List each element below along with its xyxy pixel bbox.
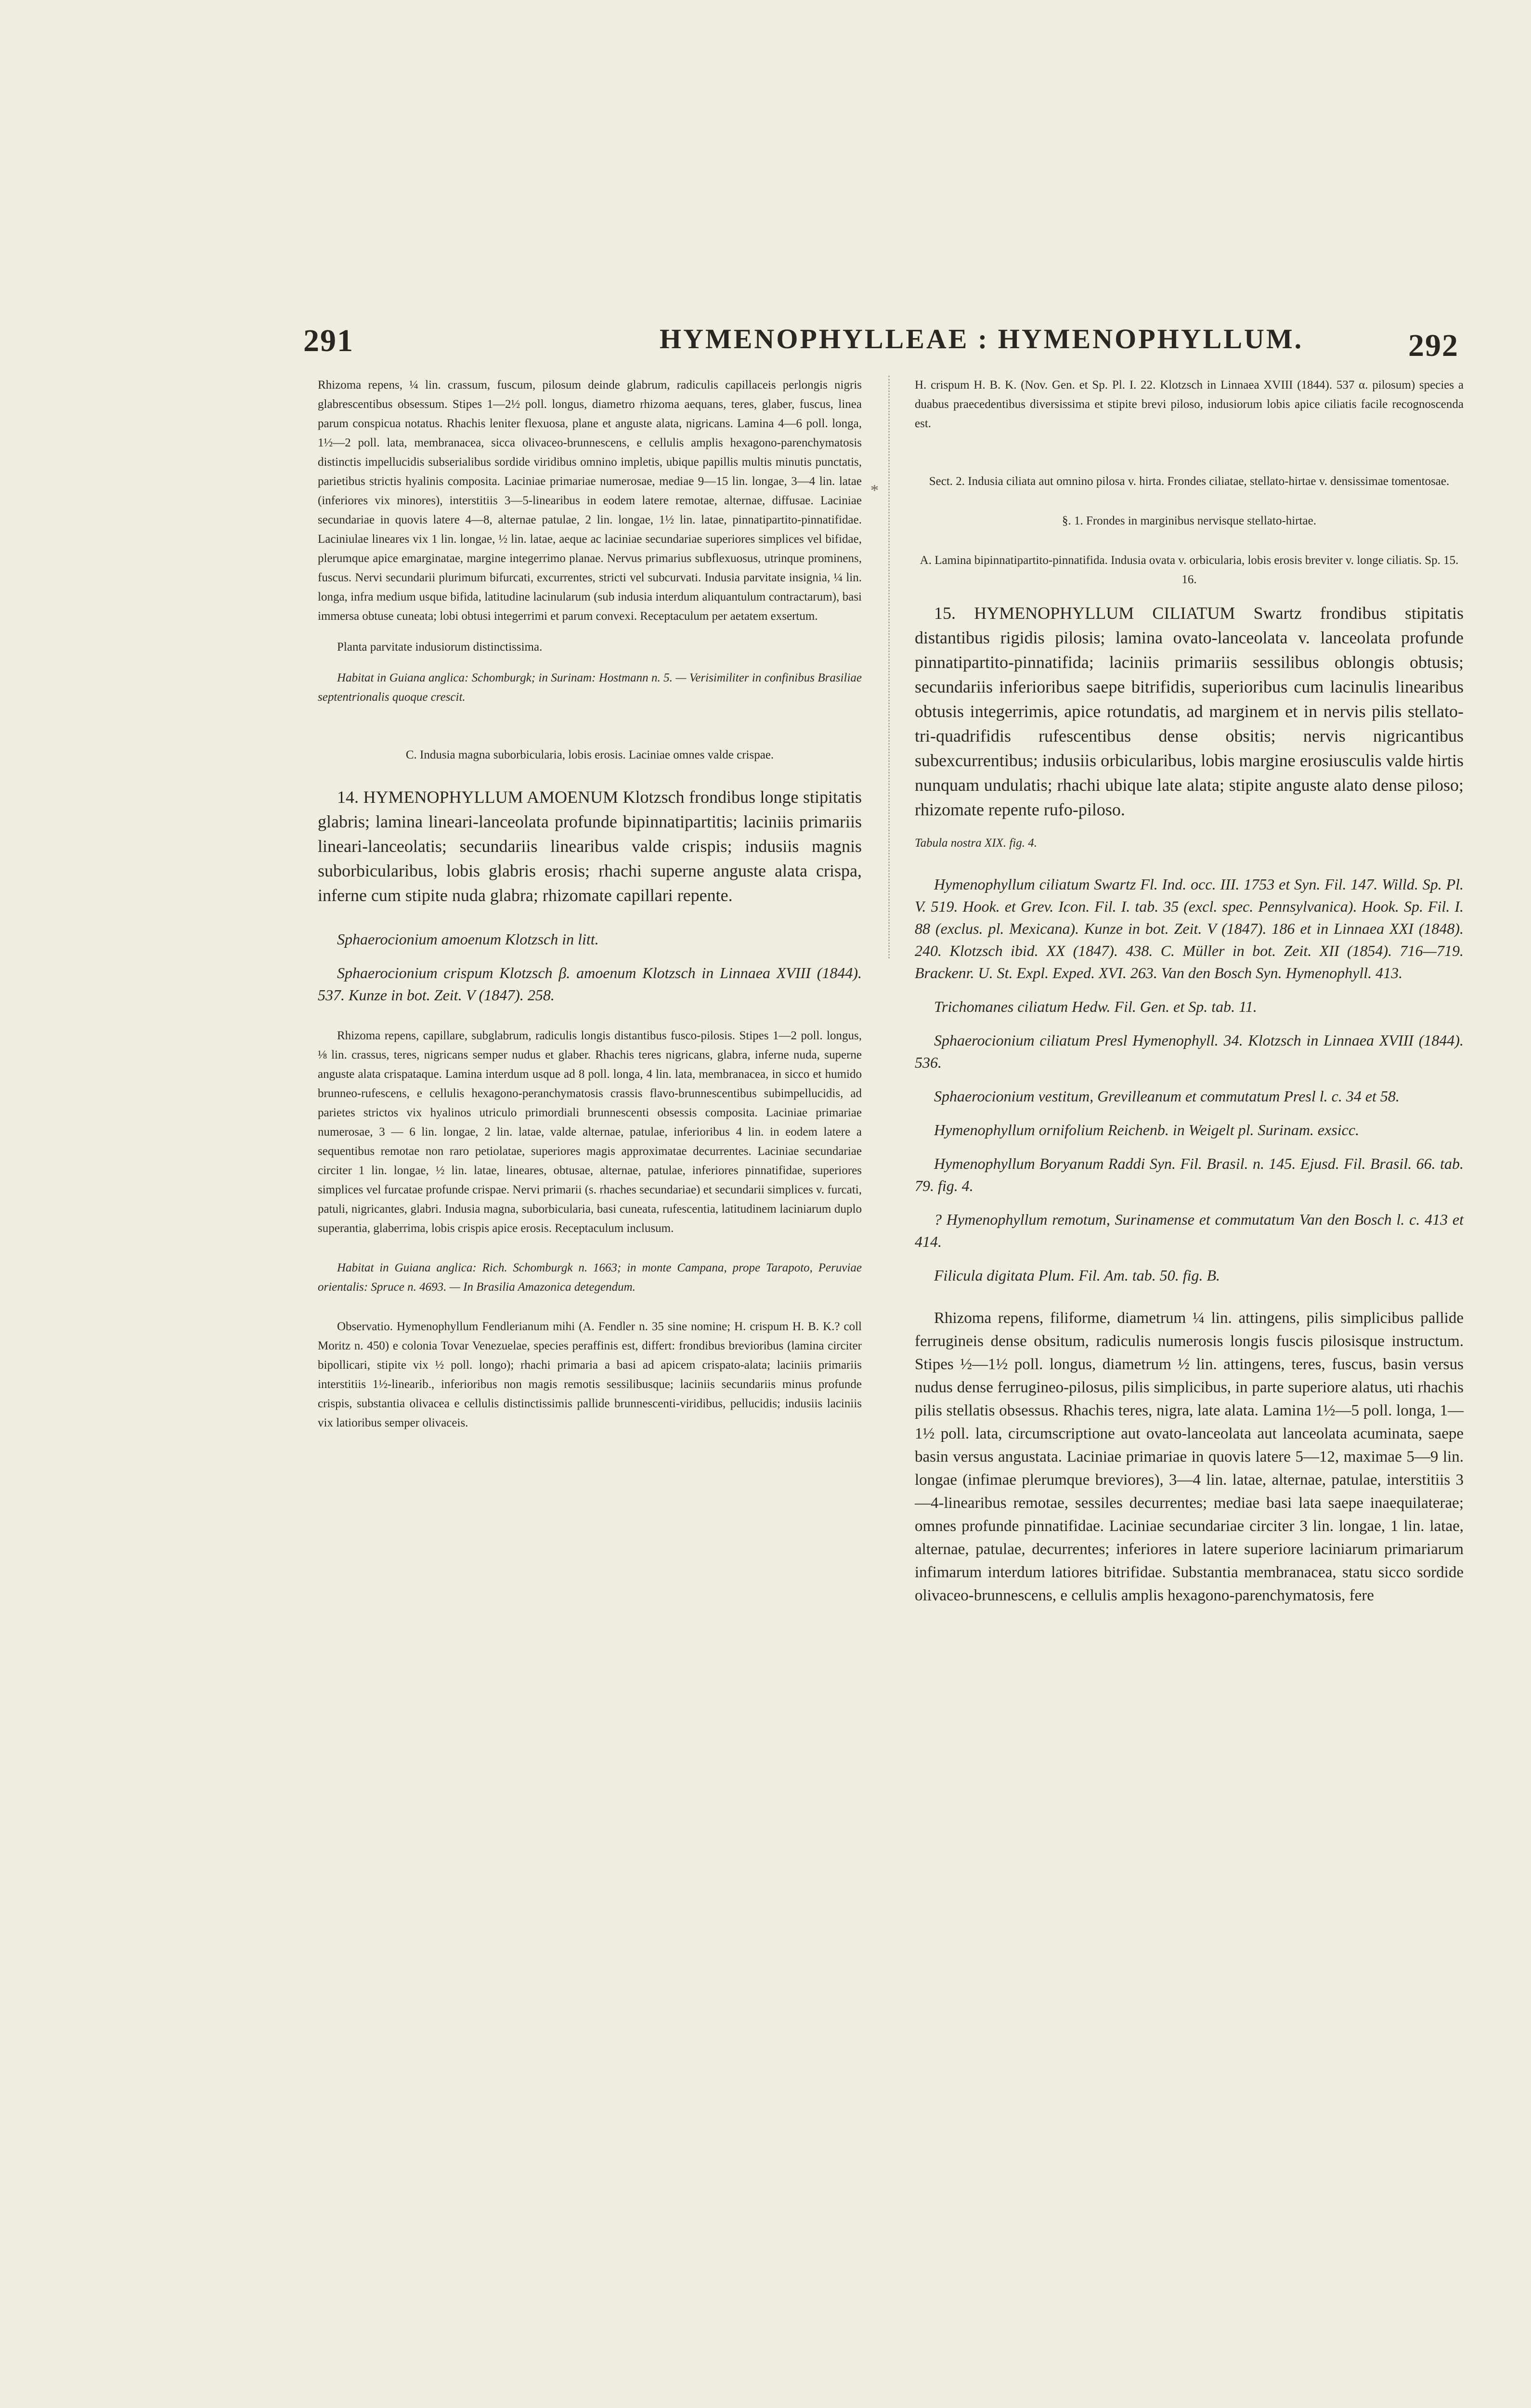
section-c-heading: C. Indusia magna suborbicularia, lobis erosis. Laciniae omnes valde crispae.	[405, 748, 774, 761]
observatio-paragraph: Observatio. Hymenophyllum Fendlerianum mihi (A. Fendler n. 35 sine nomine; H. crispum H. B. K.? coll Moritz n. 450) e colonia Tovar Venezuelae, species peraffinis est, differt: frondibus brevioribus (lamina circiter bipollicari, stipite vix ½ poll. longo); rhachi primaria a basi ad apicem crispato-alata; laciniis primariis interstitiis 1½-linearib., inferioribus non magis remotis sessilibusque; laciniis secundariis minus profunde crispis, substantia olivacea e cellulis distinctissimis pallide brunnescenti-viridibus, pellucidis; indusiis laciniis vix latioribus semper olivaceis.	[318, 1320, 862, 1429]
paragraph-1-heading: §. 1. Frondes in marginibus nervisque stellato-hirtae.	[1062, 514, 1316, 527]
species-14-synonym-a: Sphaerocionium amoenum Klotzsch in litt.	[337, 930, 599, 948]
species-14-synonym-b: Sphaerocionium crispum Klotzsch β. amoenum Klotzsch in Linnaea XVIII (1844). 537. Kunze in bot. Zeit. V (1847). 258.	[318, 964, 862, 1004]
species-14-diagnosis: 14. HYMENOPHYLLUM AMOENUM Klotzsch frondibus longe stipitatis glabris; lamina lineari-lanceolata profunde bipinnatipartitis; laciniis primariis lineari-lanceolatis; secundariis linearibus valde crispis; indusiis magnis suborbicularibus, lobis glabris erosis; rhachi superne anguste alata crispa, inferne cum stipite nuda glabra; rhizomate capillari repente.	[318, 787, 862, 905]
crispum-continuation: H. crispum H. B. K. (Nov. Gen. et Sp. Pl. I. 22. Klotzsch in Linnaea XVIII (1844). 537 α. pilosum) species a duabus praecedentibus diversissima et stipite brevi piloso, indusiorum lobis apice ciliatis facile recognoscenda est.	[915, 379, 1464, 430]
species-15-synonym-b: Trichomanes ciliatum Hedw. Fil. Gen. et Sp. tab. 11.	[934, 998, 1257, 1015]
species-15-synonym-d: Sphaerocionium vestitum, Grevilleanum et commutatum Presl l. c. 34 et 58.	[934, 1087, 1400, 1105]
description-previous-species: Rhizoma repens, ¼ lin. crassum, fuscum, pilosum deinde glabrum, radiculis capillaceis perlongis nigris glabrescentibus obsessum. Stipes 1—2½ poll. longus, diametro rhizoma aequans, teres, glaber, fuscus, linea parum conspicua notatus. Rhachis leniter flexuosa, plane et anguste alata, nigricans. Lamina 4—6 poll. longa, 1½—2 poll. lata, membranacea, sicca olivaceo-brunnescens, e cellulis amplis hexagono-parenchymatosis distinctis impellucidis subserialibus sordide viridibus omnino impletis, ubique papillis multis minutis punctatis, parietibus strictis hyalinis composita. Laciniae primariae numerosae, mediae 9—15 lin. longae, 3—4 lin. latae (inferiores vix minores), interstitiis 3—5-linearibus in eodem latere remotae, alternae, diffusae. Laciniae secundariae in quovis latere 4—8, alternae patulae, 2 lin. longae, 1½ lin. latae, pinnatipartito-pinnatifidae. Laciniulae lineares vix 1 lin. longae, ½ lin. latae, aeque ac laciniae secundariae superiores simplices vel bifidae, plerumque apice emarginatae, margine integerrimo planae. Nervus primarius subflexuosus, utrinque prominens, fuscus. Nervi secundarii plurimum bifurcati, excurrentes, stricti vel subcurvati. Indusia parvitate insignia, ¼ lin. longa, infra medium usque bifida, latitudine lacinularum (sub indusia interdum aliquantulum contractarum), basi immersa obtuse cuneata; lobi obtusi integerrimi et parum convexi. Receptaculum per aetatem exsertum.	[318, 379, 862, 623]
species-14-description: Rhizoma repens, capillare, subglabrum, radiculis longis distantibus fusco-pilosis. Stipes 1—2 poll. longus, ⅛ lin. crassus, teres, nigricans semper nudus et glaber. Rhachis teres nigricans, glabra, inferne nuda, superne anguste alata crispataque. Lamina interdum usque ad 8 poll. longa, 4 lin. lata, membranacea, in sicco et humido brunneo-rufescens, e cellulis hexagono-peranchymatosis crassis flavo-brunnescentibus subimpellucidis, ad parietes strictos vix hyalinos utriculo primordiali brunnescenti obsessis composita. Laciniae primariae numerosae, 3 — 6 lin. longae, 2 lin. latae, valde alternae, patulae, inferioribus 4 lin. in eodem latere a sequentibus remotae non raro petiolatae, superiores magis approximatae decurrentes. Laciniae secundariae circiter 1 lin. longae, ½ lin. latae, lineares, obtusae, alternae, patulae, inferiores pinnatifidae, superiores simplices vel furcatae profunde crispae. Nervi primarii (s. rhaches secundariae) et secundarii simplices v. furcati, patuli, nigricantes, glabri. Indusia magna, suborbicularia, basi cuneata, rufescentia, latitudinem laciniarum duplo superantia, glaberrima, lobis crispis apice erosis. Receptaculum inclusum.	[318, 1029, 862, 1235]
habitat-previous-species: Habitat in Guiana anglica: Schomburgk; in Surinam: Hostmann n. 5. — Verisimiliter in confinibus Brasiliae septentrionalis quoque crescit.	[318, 671, 862, 704]
species-15-synonym-c: Sphaerocionium ciliatum Presl Hymenophyll. 34. Klotzsch in Linnaea XVIII (1844). 536.	[915, 1032, 1464, 1071]
running-title: HYMENOPHYLLEAE : HYMENOPHYLLUM.	[660, 323, 1304, 354]
right-page-number: 292	[1408, 328, 1459, 363]
margin-mark: *	[870, 482, 879, 499]
species-15-description: Rhizoma repens, filiforme, diametrum ¼ lin. attingens, pilis simplicibus pallide ferrugineis dense obsitum, radiculis numerosis longis fuscis pilosisque instructum. Stipes ½—1½ poll. longus, diametrum ½ lin. attingens, teres, fuscus, basin versus nudus dense ferrugineo-pilosus, pilis simplicibus, in parte superiore alatus, uti rhachis pilis stellatis obsessus. Rhachis teres, nigra, late alata. Lamina 1½—5 poll. longa, 1—1½ poll. lata, circumscriptione aut ovato-lanceolata aut lanceolata acuminata, saepe basin versus angustata. Laciniae primariae in quovis latere 5—12, maximae 5—9 lin. longae (infimae plerumque breviores), 3—4 lin. latae, alternae, patulae, interstitiis 3—4-linearibus remotae, sessiles decurrentes; mediae basi lata saepe inaequilaterae; omnes profunde pinnatifidae. Laciniae secundariae circiter 3 lin. longae, 1 lin. latae, alternae, patulae, decurrentes; inferiores in latere superiore laciniarum primariarum infimarum interdum latiores bitrifidae. Substantia membranacea, statu sicco sordide olivaceo-brunnescens, e cellulis amplis hexagono-parenchymatosis, fere	[915, 1309, 1464, 1604]
species-15-synonym-f: Hymenophyllum Boryanum Raddi Syn. Fil. Brasil. n. 145. Ejusd. Fil. Brasil. 66. tab. 79. fig. 4.	[915, 1155, 1464, 1194]
section-2-heading: Sect. 2. Indusia ciliata aut omnino pilosa v. hirta. Frondes ciliatae, stellato-hirtae v. densissimae tomentosae.	[929, 475, 1450, 488]
left-page-number: 291	[303, 323, 354, 358]
species-15-synonym-g: ? Hymenophyllum remotum, Surinamense et commutatum Van den Bosch l. c. 413 et 414.	[915, 1211, 1464, 1250]
note-previous-species: Planta parvitate indusiorum distinctissima.	[337, 641, 543, 654]
page-header	[303, 323, 1459, 361]
left-column	[318, 376, 862, 1433]
plate-reference: Tabula nostra XIX. fig. 4.	[915, 837, 1037, 850]
species-15-diagnosis: 15. HYMENOPHYLLUM CILIATUM Swartz frondibus stipitatis distantibus rigidis pilosis; lamina ovato-lanceolata v. lanceolata profunde pinnatipartito-pinnatifida; laciniis primariis sessilibus oblongis obtusis; secundariis inferioribus saepe bitrifidis, superioribus cum lacinulis linearibus obtusis integerrimis, apice rotundatis, ad marginem et in nervis pilis stellato-tri-quadrifidis rufescentibus dense obsitis; nervis nigricantibus subexcurrentibus; indusiis orbicularibus, lobis margine erosiusculis valde hirtis nunquam undulatis; rhachi ubique late alata; stipite anguste alato dense piloso; rhizomate repente rufo-piloso.	[915, 603, 1464, 819]
species-15-synonym-e: Hymenophyllum ornifolium Reichenb. in Weigelt pl. Surinam. exsicc.	[934, 1121, 1360, 1139]
species-14-habitat: Habitat in Guiana anglica: Rich. Schomburgk n. 1663; in monte Campana, prope Tarapoto, Peruviae orientalis: Spruce n. 4693. — In Brasilia Amazonica detegendum.	[318, 1261, 862, 1294]
right-column	[915, 376, 1464, 1607]
species-15-synonym-h: Filicula digitata Plum. Fil. Am. tab. 50. fig. B.	[934, 1267, 1220, 1284]
species-15-synonym-a: Hymenophyllum ciliatum Swartz Fl. Ind. occ. III. 1753 et Syn. Fil. 147. Willd. Sp. Pl. V. 519. Hook. et Grev. Icon. Fil. I. tab. 35 (excl. spec. Pennsylvanica). Hook. Sp. Fil. I. 88 (exclus. pl. Mexicana). Kunze in bot. Zeit. V (1847). 186 et in Linnaea XXI (1848). 240. Klotzsch ibid. XX (1847). 438. C. Müller in bot. Zeit. XII (1854). 716—719. Brackenr. U. St. Expl. Exped. XVI. 263. Van den Bosch Syn. Hymenophyll. 413.	[915, 876, 1464, 982]
column-divider	[888, 376, 890, 958]
subsection-a-heading: A. Lamina bipinnatipartito-pinnatifida. Indusia ovata v. orbicularia, lobis erosis breviter v. longe ciliatis. Sp. 15. 16.	[920, 554, 1459, 586]
